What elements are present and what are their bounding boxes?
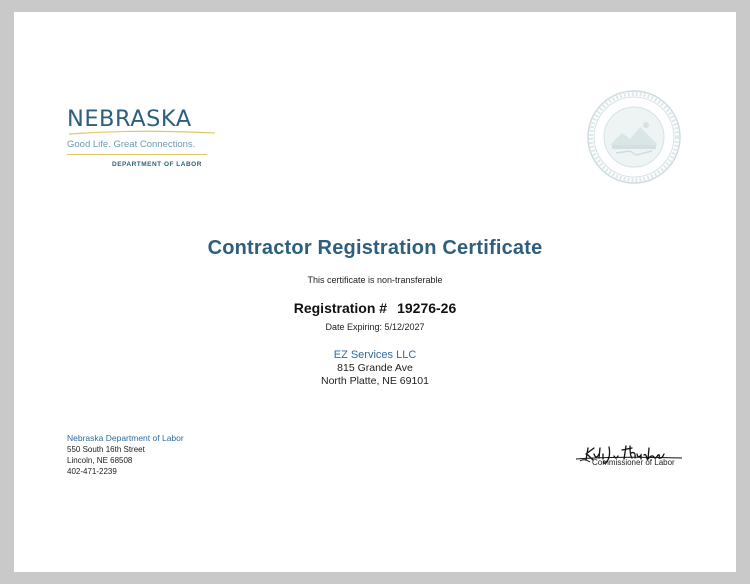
logo-divider <box>67 154 207 155</box>
logo-tagline: Good Life. Great Connections. <box>67 139 196 150</box>
issuer-name: Nebraska Department of Labor <box>67 433 184 443</box>
nebraska-dol-logo <box>67 106 227 168</box>
registration-line <box>0 300 750 316</box>
logo-department: DEPARTMENT OF LABOR <box>112 161 202 168</box>
logo-wordmark: NEBRASKA <box>67 106 192 132</box>
registrant-name: EZ Services LLC <box>333 349 417 361</box>
certificate-title: Contractor Registration Certificate <box>207 237 543 259</box>
issuer-city: Lincoln, NE 68508 <box>67 456 133 465</box>
certificate-subtitle: This certificate is non-transferable <box>307 275 443 285</box>
registrant-address-line1: 815 Grande Ave <box>337 362 413 374</box>
signer-title: Commissioner of Labor <box>592 458 675 467</box>
expiry-date: Date Expiring: 5/12/2027 <box>325 322 425 332</box>
issuer-street: 550 South 16th Street <box>67 445 145 454</box>
registration-number: 19276-26 <box>397 300 457 316</box>
state-seal-icon <box>586 89 682 185</box>
issuer-address-block <box>67 433 184 477</box>
issuer-phone: 402-471-2239 <box>67 467 117 476</box>
registration-label: Registration # <box>293 300 388 316</box>
registrant-address-line2: North Platte, NE 69101 <box>321 375 429 387</box>
